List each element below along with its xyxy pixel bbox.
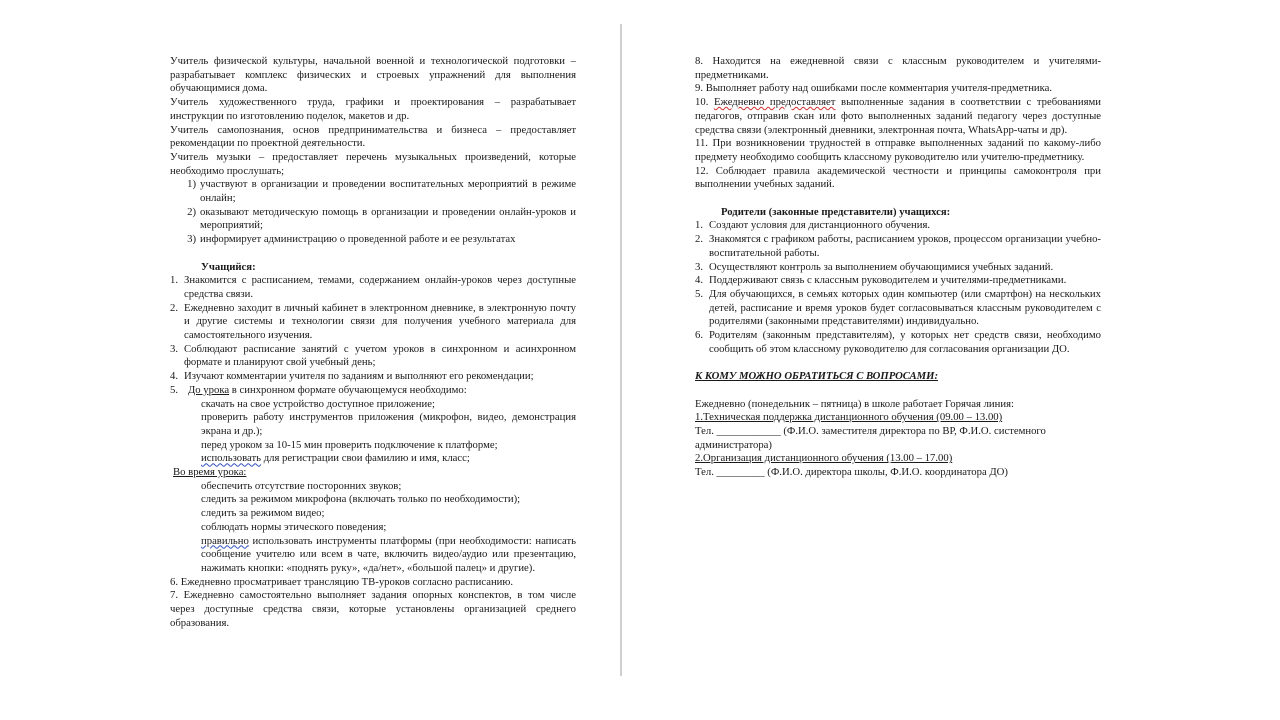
list-item: 1. Знакомится с расписанием, темами, содержанием онлайн-уроков через доступные средства связи.	[170, 274, 576, 300]
during-heading: Во время урока:	[173, 466, 247, 479]
paragraph: 7. Ежедневно самостоятельно выполняет задания опорных конспектов, в том числе через доступные средства связи, которые установлены организацией среднего образования.	[170, 589, 576, 629]
underlined-text: До урока	[188, 383, 230, 396]
tech-support-line: 1.Техническая поддержка дистанционного обучения (09.00 – 13.00)	[695, 411, 1003, 424]
intro-paragraph: Учитель самопознания, основ предпринимательства и бизнеса – предоставляет рекомендации по проектной деятельности.	[170, 123, 576, 150]
instruction-line: правильно использовать инструменты платформы (при необходимости: написать сообщение учителю или всем в чате, включить видео/аудио или презентацию, нажимать кнопки: «поднять руку», «да/нет», «большой палец» и другие).	[201, 534, 576, 574]
spellcheck-word: Ежедневно предоставляет	[713, 96, 836, 109]
students-heading: Учащийся:	[201, 260, 256, 273]
instruction-line: скачать на свое устройство доступное приложение;	[201, 397, 435, 410]
phone-line: Тел. _________ (Ф.И.О. директора школы, Ф.И.О. координатора ДО)	[695, 466, 1008, 479]
instruction-line: проверить работу инструментов приложения (микрофон, видео, демонстрация экрана и др.);	[201, 411, 576, 437]
paragraph: 9. Выполняет работу над ошибками после комментария учителя-предметника.	[695, 82, 1053, 95]
instruction-line: обеспечить отсутствие посторонних звуков;	[201, 479, 402, 492]
organization-line: 2.Организация дистанционного обучения (13.00 – 17.00)	[695, 452, 953, 465]
list-item: 1. Создают условия для дистанционного обучения.	[695, 219, 931, 232]
list-item: 6. Родителям (законным представителям), у которых нет средств связи, необходимо сообщить об этом классному руководителю для согласования организации ДО.	[695, 329, 1101, 355]
spellcheck-word: использовать	[201, 452, 262, 465]
list-item: 2. Знакомятся с графиком работы, расписанием уроков, процессом организации учебно-воспитательной работы.	[695, 233, 1101, 259]
hotline-text: Ежедневно (понедельник – пятница) в школе работает Горячая линия:	[695, 397, 1014, 410]
paragraph: 11. При возникновении трудностей в отправке выполненных заданий по какому-либо предмету необходимо сообщить классному руководителю или учителю-предметнику.	[695, 137, 1101, 163]
intro-paragraph: Учитель художественного труда, графики и проектирования – разрабатывает инструкции по изготовлению поделок, макетов и др.	[170, 96, 576, 122]
paragraph: 8. Находится на ежедневной связи с классным руководителем и учителями-предметниками.	[695, 55, 1101, 81]
spellcheck-word: правильно	[201, 534, 249, 547]
paragraph: 6. Ежедневно просматривает трансляцию ТВ-уроков согласно расписанию.	[170, 575, 514, 588]
intro-paragraph: Учитель музыки – предоставляет перечень музыкальных произведений, которые необходимо прослушать;	[170, 150, 576, 177]
list-item: 4. Поддерживают связь с классным руководителем и учителями-предметниками.	[695, 274, 1067, 287]
instruction-line: перед уроком за 10-15 мин проверить подключение к платформе;	[201, 438, 498, 451]
parents-heading: Родители (законные представители) учащихся:	[721, 205, 951, 218]
list-item: 1) участвуют в организации и проведении воспитательных мероприятий в режиме онлайн;	[187, 178, 576, 205]
phone-line: Тел. ____________ (Ф.И.О. заместителя директора по ВР, Ф.И.О. системного администратора)	[695, 424, 1046, 451]
paragraph: 12. Соблюдает правила академической честности и принципы самоконтроля при выполнении учебных заданий.	[695, 164, 1101, 191]
list-item: 3. Осуществляют контроль за выполнением обучающимися учебных заданий.	[695, 260, 1054, 273]
list-item: 2) оказывают методическую помощь в организации и проведении онлайн-уроков и мероприятий;	[187, 205, 576, 232]
left-page	[170, 55, 576, 631]
list-item: 4. Изучают комментарии учителя по заданиям и выполняют его рекомендации;	[170, 370, 534, 383]
list-item: 2. Ежедневно заходит в личный кабинет в электронном дневнике, в электронную почту и другие системы и технологии связи для получения учебного материала для самостоятельного изучения.	[170, 301, 576, 342]
instruction-line: следить за режимом видео;	[201, 507, 325, 520]
contact-heading: К КОМУ МОЖНО ОБРАТИТЬСЯ С ВОПРОСАМИ:	[695, 370, 939, 383]
list-item: 3) информирует администрацию о проведенной работе и ее результатах	[187, 233, 516, 246]
right-page	[695, 55, 1101, 480]
instruction-line: использовать для регистрации свои фамилию и имя, класс;	[201, 452, 470, 465]
page-divider	[620, 24, 622, 676]
list-item: 5. Для обучающихся, в семьях которых один компьютер (или смартфон) на нескольких детей, расписание и время уроков будет согласовываться классным руководителем с родителями (законными представителями) индивидуально.	[695, 287, 1101, 328]
intro-paragraph: Учитель физической культуры, начальной военной и технологической подготовки – разрабатывает комплекс физических и строевых упражнений для выполнения обучающимися дома.	[170, 55, 576, 95]
list-item: 5. До урока в синхронном формате обучающемуся необходимо:	[170, 383, 467, 396]
list-item: 3. Соблюдают расписание занятий с учетом уроков в синхронном и асинхронном формате и планируют свой учебный день;	[170, 342, 576, 369]
instruction-line: соблюдать нормы этического поведения;	[201, 520, 387, 533]
instruction-line: следить за режимом микрофона (включать только по необходимости);	[201, 493, 521, 506]
paragraph: 10. Ежедневно предоставляет выполненные задания в соответствии с требованиями педагогов, отправив скан или фото выполненных заданий педагогу через доступные средства связи (электронный дневники, электронная почта, WhatsApp-чаты и др).	[695, 96, 1102, 136]
